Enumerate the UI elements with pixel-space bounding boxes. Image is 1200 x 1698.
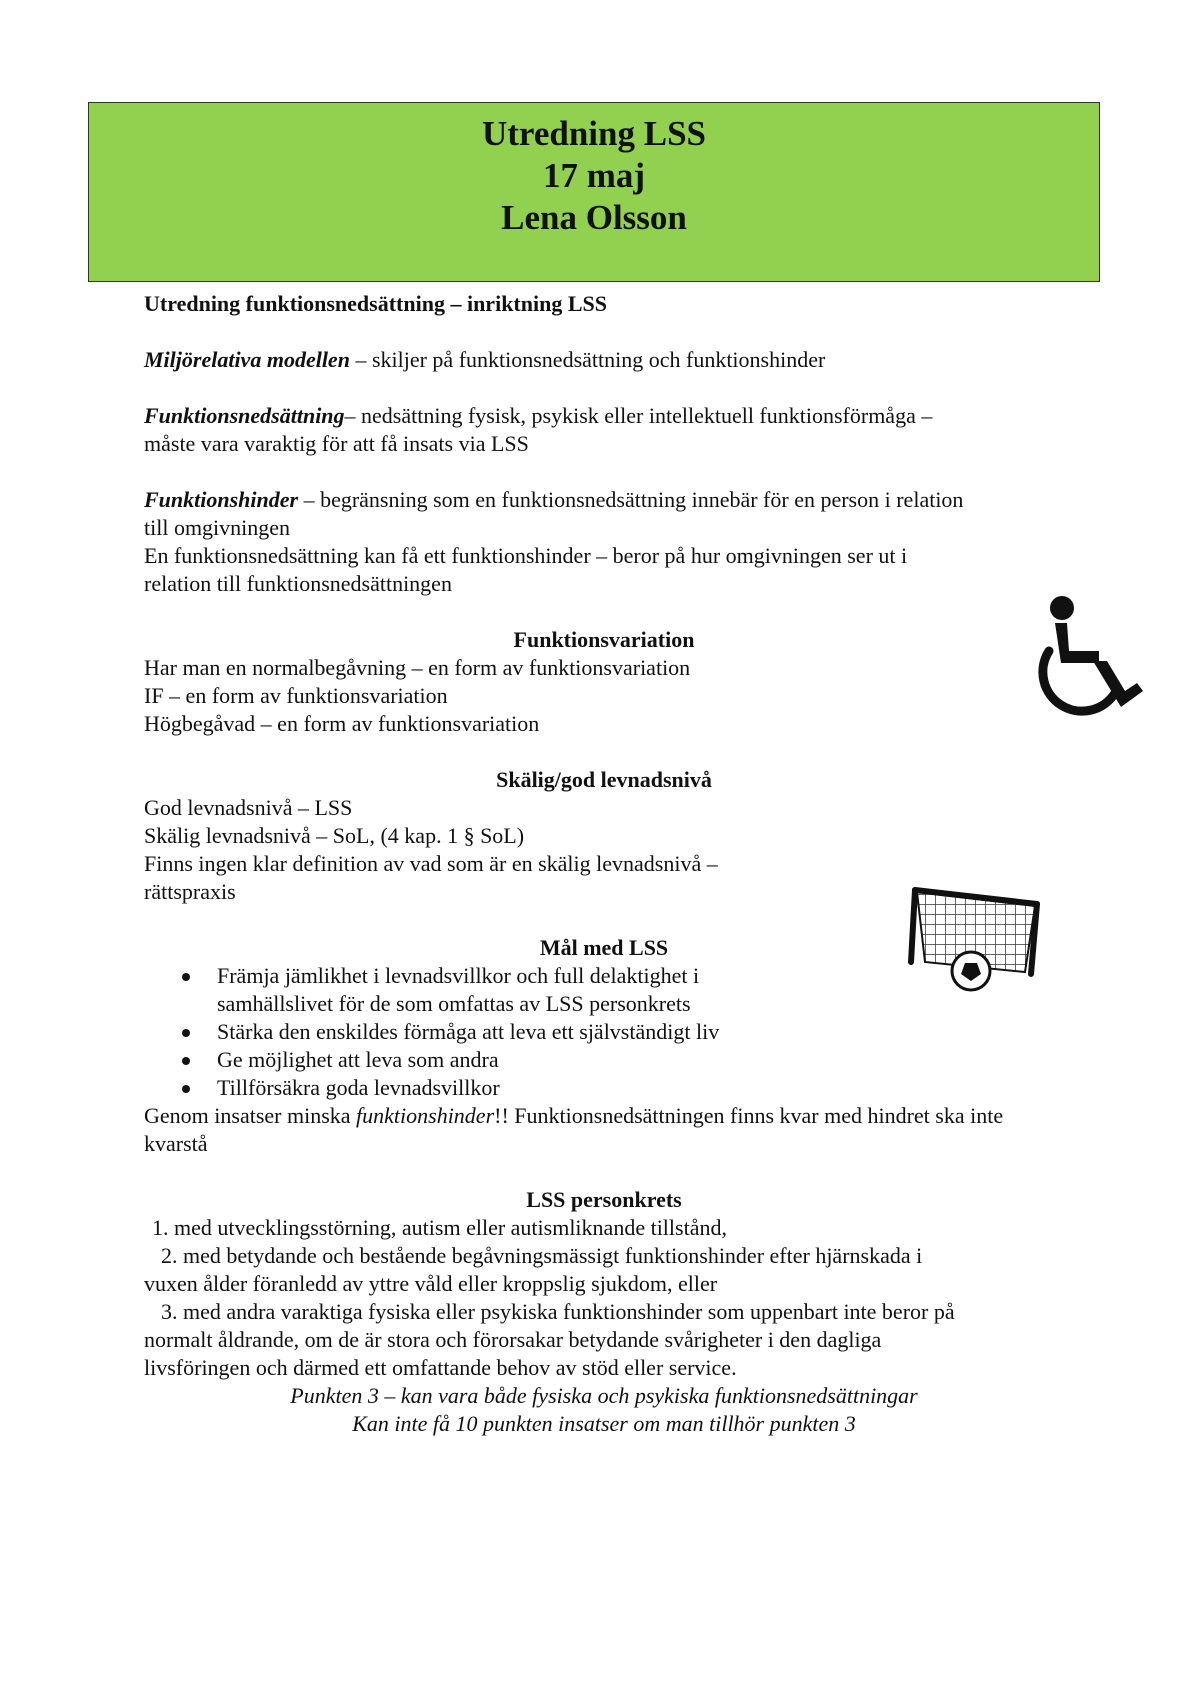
variation-line: Högbegåvad – en form av funktionsvariation (144, 711, 540, 736)
variation-heading: Funktionsvariation (513, 627, 695, 652)
personkrets-note-2: Kan inte få 10 punkten insatser om man tillhör punkten 3 (352, 1411, 856, 1436)
goal-item: Främja jämlikhet i levnadsvillkor och full delaktighet i samhällslivet för de som omfattas av LSS personkrets (144, 962, 737, 1018)
hinder-line-1: – begränsning som en funktionsnedsättning innebär för en person i relation (298, 487, 964, 512)
personkrets-note-1: Punkten 3 – kan vara både fysiska och psykiska funktionsnedsättningar (290, 1383, 918, 1408)
goals-summary-emphasis: funktionshinder (356, 1103, 495, 1128)
title-banner (88, 102, 1100, 282)
nedsattning-term: Funktionsnedsättning (144, 403, 345, 428)
levnad-line: rättspraxis (144, 879, 236, 904)
model-text: – skiljer på funktionsnedsättning och funktionshinder (349, 347, 826, 372)
hinder-line-2: till omgivningen (144, 515, 291, 540)
title-author: Lena Olsson (501, 198, 687, 237)
title-line-1: Utredning LSS (481, 114, 706, 153)
levnad-line: God levnadsnivå – LSS (144, 795, 353, 820)
nedsattning-line-2: måste vara varaktig för att få insats via LSS (144, 431, 529, 456)
goal-item: Tillförsäkra goda levnadsvillkor (144, 1074, 1064, 1102)
variation-line: IF – en form av funktionsvariation (144, 683, 448, 708)
variation-line: Har man en normalbegåvning – en form av funktionsvariation (144, 655, 691, 680)
levnad-line: Finns ingen klar definition av vad som är en skälig levnadsnivå – (144, 851, 718, 876)
hinder-line-3: En funktionsnedsättning kan få ett funktionshinder – beror på hur omgivningen ser ut i (144, 543, 908, 568)
levnad-heading: Skälig/god levnadsnivå (496, 767, 712, 792)
personkrets-item-3-cont: livsföringen och därmed ett omfattande behov av stöd eller service. (144, 1355, 737, 1380)
soccer-goal-icon (905, 884, 1050, 1002)
model-term: Miljörelativa modellen (144, 347, 350, 372)
personkrets-item-1: 1. med utvecklingsstörning, autism eller autismliknande tillstånd, (152, 1215, 727, 1240)
personkrets-item-2-cont: vuxen ålder föranledd av yttre våld eller kroppslig sjukdom, eller (144, 1271, 718, 1296)
goals-heading: Mål med LSS (539, 935, 669, 960)
personkrets-item-2: 2. med betydande och bestående begåvningsmässigt funktionshinder efter hjärnskada i (161, 1243, 923, 1268)
nedsattning-line-1: – nedsättning fysisk, psykisk eller intellektuell funktionsförmåga – (344, 403, 933, 428)
hinder-term: Funktionshinder (144, 487, 299, 512)
document-body (144, 290, 1064, 1438)
goal-item: Stärka den enskildes förmåga att leva ett självständigt liv (144, 1018, 1064, 1046)
goals-summary: Genom insatser minska funktionshinder!! Funktionsnedsättningen finns kvar med hindret ska inte kvarstå (144, 1103, 1004, 1156)
hinder-paragraph (144, 486, 1064, 514)
wheelchair-icon (1015, 593, 1155, 728)
goal-item: Ge möjlighet att leva som andra (144, 1046, 1064, 1074)
model-paragraph (144, 346, 1064, 374)
hinder-line-4: relation till funktionsnedsättningen (144, 571, 452, 596)
title-date: 17 maj (542, 156, 646, 195)
personkrets-item-3: 3. med andra varaktiga fysiska eller psykiska funktionshinder som uppenbart inte beror på (161, 1299, 955, 1324)
personkrets-item-3-cont: normalt åldrande, om de är stora och förorsakar betydande svårigheter i den dagliga (144, 1327, 882, 1352)
levnad-line: Skälig levnadsnivå – SoL, (4 kap. 1 § SoL) (144, 823, 525, 848)
intro-heading: Utredning funktionsnedsättning – inriktning LSS (144, 291, 607, 316)
nedsattning-paragraph (144, 402, 1064, 430)
personkrets-heading: LSS personkrets (526, 1187, 682, 1212)
